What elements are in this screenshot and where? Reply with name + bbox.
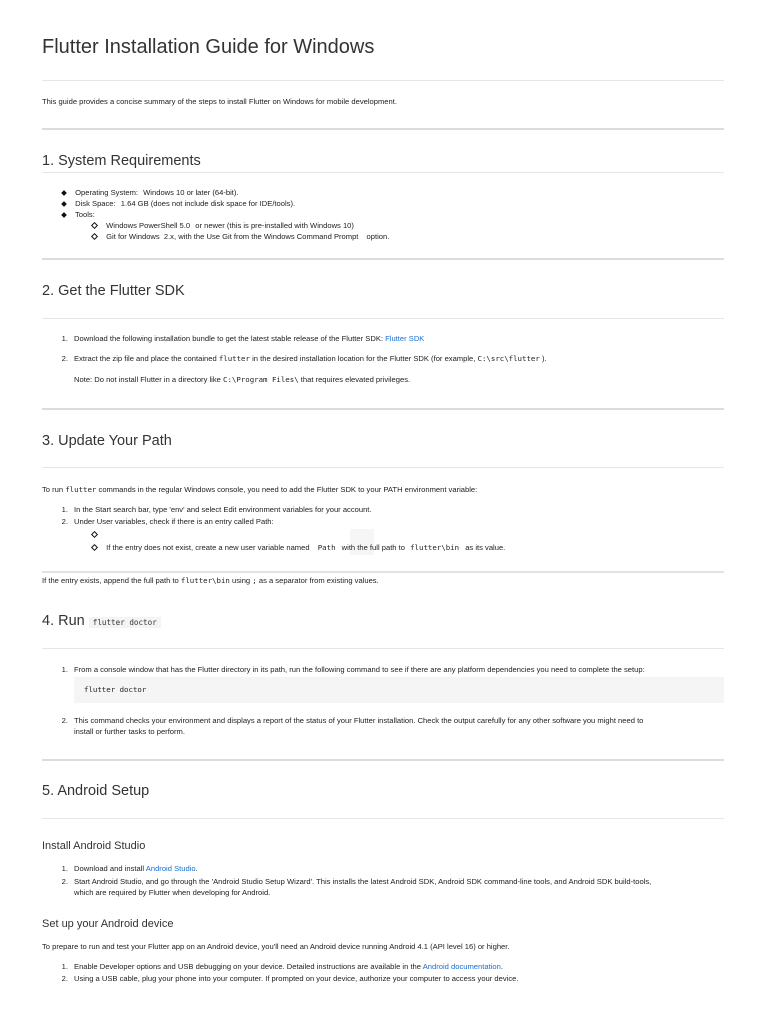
list-item: 2. Under User variables, check if there is an entry called Path: bbox=[61, 517, 274, 526]
list-item: Windows PowerShell 5.0 or newer (this is pre-installed with Windows 10) bbox=[92, 221, 354, 230]
divider bbox=[42, 318, 724, 319]
section-heading-run-flutter-doctor: 4. Run flutter doctor bbox=[42, 613, 161, 629]
android-studio-link[interactable]: Android Studio bbox=[145, 864, 196, 873]
list-item-continuation: which are required by Flutter when developing for Android. bbox=[74, 888, 271, 897]
note-text: Note: Do not install Flutter in a directory like C:\Program Files\ that requires elevated privileges. bbox=[74, 375, 411, 384]
sub-bullet-icon bbox=[91, 233, 98, 240]
list-item: 2. Using a USB cable, plug your phone into your computer. If prompted on your device, authorize your computer to access your device. bbox=[61, 974, 519, 983]
divider bbox=[42, 648, 724, 649]
intro-text: This guide provides a concise summary of the steps to install Flutter on Windows for mobile development. bbox=[42, 97, 397, 106]
list-item: If the entry does not exist, create a new user variable named Path with the full path to flutter\bin as its value. bbox=[92, 543, 505, 552]
section-heading-system-requirements: 1. System Requirements bbox=[42, 153, 201, 169]
paragraph: To run flutter commands in the regular Windows console, you need to add the Flutter SDK to your PATH environment variable: bbox=[42, 485, 478, 494]
bullet-icon bbox=[61, 201, 67, 207]
list-item: 2. Start Android Studio, and go through the 'Android Studio Setup Wizard'. This installs the latest Android SDK, Android SDK command-line tools, and Android SDK build-tools, bbox=[61, 877, 652, 886]
list-item: 1. From a console window that has the Flutter directory in its path, run the following command to see if there are any platform dependencies you need to complete the setup: bbox=[61, 665, 645, 674]
divider bbox=[42, 467, 724, 468]
section-heading-get-sdk: 2. Get the Flutter SDK bbox=[42, 283, 185, 299]
page-title: Flutter Installation Guide for Windows bbox=[42, 36, 375, 58]
paragraph: To prepare to run and test your Flutter app on an Android device, you'll need an Android device running Android 4.1 (API level 16) or higher. bbox=[42, 942, 510, 951]
divider bbox=[42, 80, 724, 81]
sub-bullet-icon bbox=[91, 531, 98, 538]
subheading-install-android-studio: Install Android Studio bbox=[42, 840, 146, 852]
list-item: 1. Download the following installation bundle to get the latest stable release of the Flutter SDK: Flutter SDK bbox=[61, 334, 425, 343]
list-item: Operating System: Windows 10 or later (64-bit). bbox=[62, 188, 239, 197]
sub-bullet-icon bbox=[91, 544, 98, 551]
divider bbox=[42, 818, 724, 819]
section-divider bbox=[42, 759, 724, 761]
divider bbox=[42, 172, 724, 173]
paragraph: If the entry exists, append the full path to flutter\bin using ; as a separator from existing values. bbox=[42, 576, 379, 585]
list-item: Tools: bbox=[62, 210, 95, 219]
list-item: 1. Download and install Android Studio. bbox=[61, 864, 198, 873]
list-item bbox=[92, 530, 97, 539]
list-item-continuation: install or further tasks to perform. bbox=[74, 727, 185, 736]
section-divider bbox=[42, 571, 724, 573]
bullet-icon bbox=[61, 212, 67, 218]
list-item: 1. In the Start search bar, type 'env' and select Edit environment variables for your account. bbox=[61, 505, 372, 514]
subheading-setup-android-device: Set up your Android device bbox=[42, 918, 174, 930]
sub-bullet-icon bbox=[91, 222, 98, 229]
list-item: 2. This command checks your environment and displays a report of the status of your Flutter installation. Check the output carefully for any other software you might need to bbox=[61, 716, 644, 725]
section-divider bbox=[42, 128, 724, 130]
section-divider bbox=[42, 408, 724, 410]
code-block: flutter doctor bbox=[74, 677, 724, 703]
list-item: 2. Extract the zip file and place the contained flutter in the desired installation location for the Flutter SDK (for example, C:\src\flutter ). bbox=[61, 354, 547, 363]
list-item: 1. Enable Developer options and USB debugging on your device. Detailed instructions are available in the Android documentation. bbox=[61, 962, 503, 971]
bullet-icon bbox=[61, 190, 67, 196]
section-heading-update-path: 3. Update Your Path bbox=[42, 433, 172, 449]
list-item: Git for Windows 2.x, with the Use Git from the Windows Command Prompt option. bbox=[92, 232, 389, 241]
section-heading-android-setup: 5. Android Setup bbox=[42, 783, 150, 799]
list-item: Disk Space: 1.64 GB (does not include disk space for IDE/tools). bbox=[62, 199, 295, 208]
section-divider bbox=[42, 258, 724, 260]
android-documentation-link[interactable]: Android documentation bbox=[422, 962, 501, 971]
flutter-sdk-link[interactable]: Flutter SDK bbox=[385, 334, 425, 343]
